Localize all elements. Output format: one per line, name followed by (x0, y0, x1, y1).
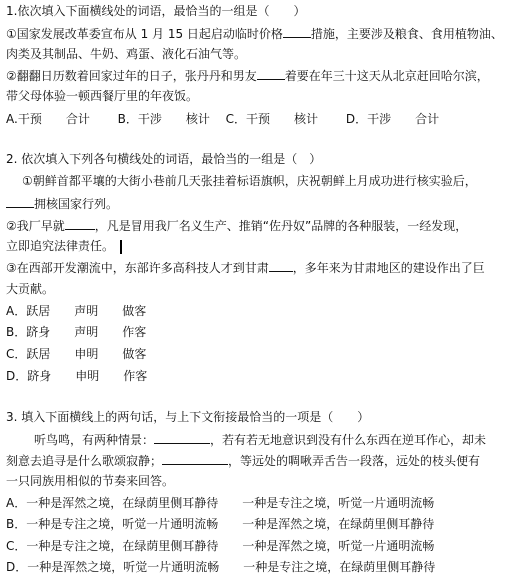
q2-option-b: B．跻身 声明 作客 (6, 325, 147, 339)
q1-s1-text-a: ①国家发展改革委宣布从 1 月 15 日起启动临时价格 (6, 27, 283, 41)
q3-p2-text-a: 刻意去追寻是什么歌颂寂静； (6, 454, 163, 468)
q1-s1-text-c: 肉类及其制品、牛奶、鸡蛋、液化石油气等。 (6, 47, 247, 61)
q3-option-a: A．一种是浑然之境，在绿荫里侧耳静待 一种是专注之境，听觉一片通明流畅 (6, 496, 435, 510)
q2-s2-text-c: 立即追究法律责任。 (6, 239, 115, 253)
q1-s2-text-a: ②翻翻日历数着回家过年的日子，张丹丹和男友 (6, 69, 257, 83)
q1-s2-text-c: 带父母体验一顿西餐厅里的年夜饭。 (6, 89, 199, 103)
q3-option-b: B．一种是专注之境，听觉一片通明流畅 一种是浑然之境，在绿荫里侧耳静待 (6, 517, 435, 531)
q2-sentence-2 (6, 217, 467, 234)
q1-options: A.干预 合计 B．干涉 核计 C．干预 核计 D．干涉 合计 (6, 112, 440, 126)
q3-blank-1 (154, 431, 210, 444)
q2-s2-text-a: ②我厂早就 (6, 219, 65, 233)
q2-blank-3 (269, 259, 293, 272)
q2-blank-1 (6, 195, 34, 208)
q1-sentence-1 (6, 25, 503, 42)
q2-sentence-2c (6, 238, 122, 255)
q1-blank-1 (283, 25, 311, 38)
q2-sentence-3 (6, 259, 485, 276)
q2-s3-text-b: ，多年来为甘肃地区的建设作出了巨 (292, 261, 485, 275)
q3-option-d: D．一种是浑然之境，听觉一片通明流畅 一种是专注之境，在绿荫里侧耳静待 (6, 560, 436, 574)
q3-p2-text-b: ，等远处的啁啾弄舌告一段落，远处的枝头便有 (228, 454, 481, 468)
q1-s1-text-b: 措施，主要涉及粮食、食用植物油、 (310, 27, 503, 41)
q1-blank-2 (257, 67, 285, 80)
q2-blank-2 (65, 217, 95, 230)
q1-sentence-2 (6, 67, 489, 84)
q2-s3-text-c: 大贡献。 (6, 282, 55, 296)
q2-stem: 2. 依次填入下列各句横线处的词语，最恰当的一组是（ ） (6, 152, 322, 166)
q1-s2-text-b: 着要在年三十这天从北京赶回哈尔滨， (284, 69, 489, 83)
q2-option-c: C．跃居 申明 做客 (6, 347, 147, 361)
q2-sentence-1b (6, 195, 118, 212)
q3-p1-text-a: 听鸟鸣，有两种情景： (34, 433, 155, 447)
q3-para-2 (6, 452, 480, 469)
q3-option-c: C．一种是专注之境，在绿荫里侧耳静待 一种是浑然之境，听觉一片通明流畅 (6, 539, 435, 553)
text-cursor (120, 240, 122, 254)
q1-stem: 1.依次填入下面横线处的词语，最恰当的一组是（ ） (6, 4, 306, 18)
q2-option-a: A．跃居 声明 做客 (6, 304, 147, 318)
q3-para-3: 一只同族用相似的节奏来回答。 (6, 474, 175, 488)
q3-p1-text-b: ，若有若无地意识到没有什么东西在逆耳作心，却未 (210, 433, 487, 447)
q3-para-1 (34, 431, 486, 448)
q2-s1-text-a: ①朝鲜首都平壤的大街小巷前几天张挂着标语旗帜，庆祝朝鲜上月成功进行核实验后， (22, 174, 477, 188)
q3-stem: 3. 填入下面横线上的两句话，与上下文衔接最恰当的一项是（ ） (6, 410, 370, 424)
q2-s1-text-b: 拥核国家行列。 (34, 197, 119, 211)
q2-s3-text-a: ③在西部开发潮流中，东部许多高科技人才到甘肃 (6, 261, 269, 275)
q3-blank-2 (162, 452, 228, 465)
q2-s2-text-b: ，凡是冒用我厂名义生产、推销“佐丹奴”品牌的各种服装，一经发现， (94, 219, 468, 233)
q2-option-d: D．跻身 申明 作客 (6, 369, 148, 383)
